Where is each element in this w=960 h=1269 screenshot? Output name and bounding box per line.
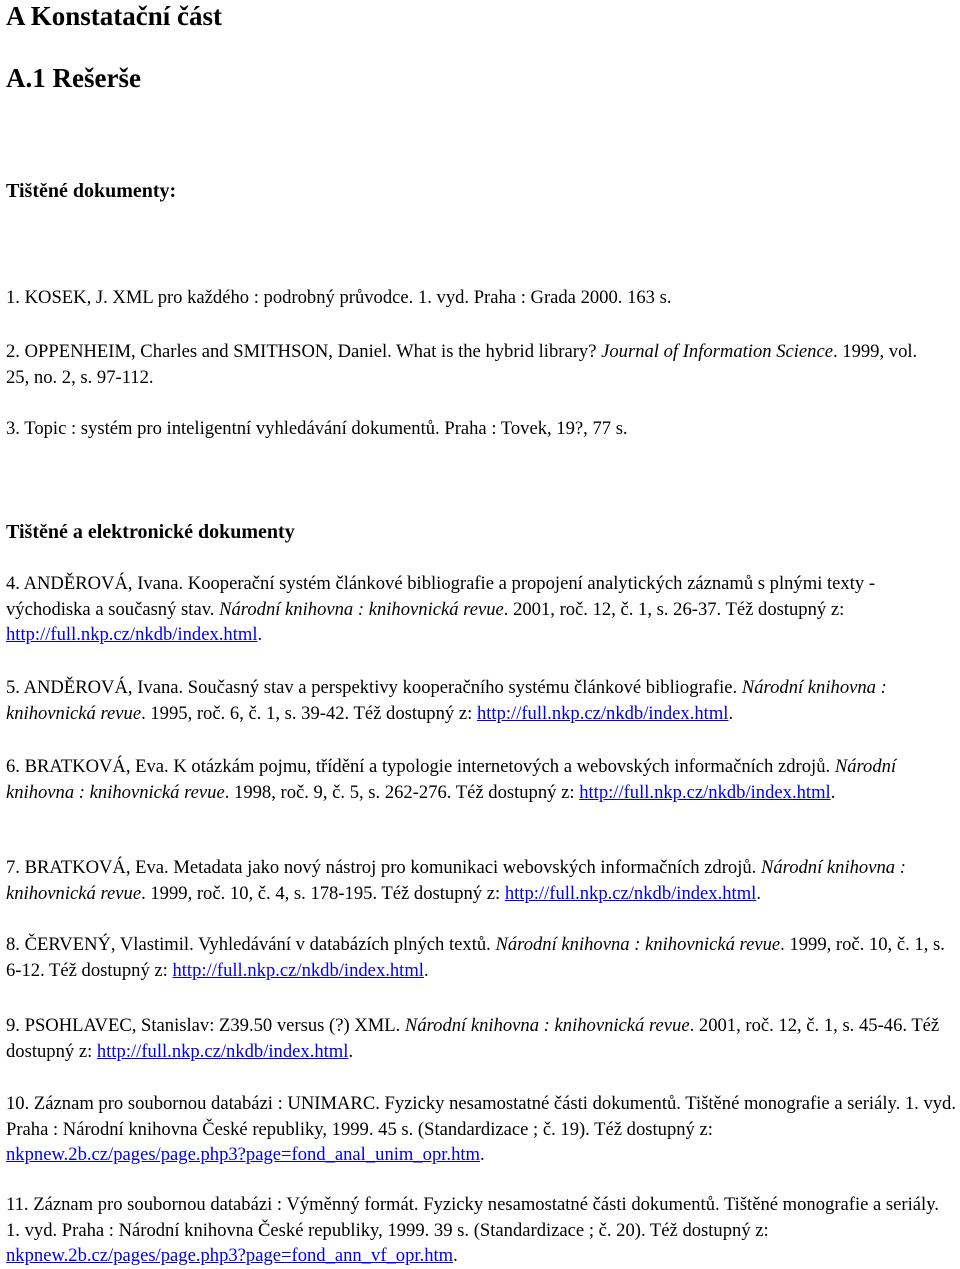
section-heading: A.1 Rešerše <box>6 63 141 93</box>
entry-details: . 1999, roč. 10, č. 1, s. 6-12. Též dostupný z: <box>6 934 945 981</box>
entry-number: 6. <box>6 756 20 777</box>
entry-link[interactable]: http://full.nkp.cz/nkdb/index.html <box>476 702 729 724</box>
entry-text: BRATKOVÁ, Eva. K otázkám pojmu, třídění a typologie internetových a webovských informačních zdrojů. <box>24 756 831 777</box>
subsection-heading-printed-electronic: Tištěné a elektronické dokumenty <box>6 521 295 543</box>
reference-entry-4: 4. ANDĚROVÁ, Ivana. Kooperační systém článkové bibliografie a propojení analytických záznamů s plnými texty - východiska a současný stav. Národní knihovna : knihovnická revue. 2001, roč. 12, č. 1, s. 26-37. Též dostupný z: http://full.nkp.cz/nkdb/index.html. <box>6 573 876 645</box>
entry-number: 3. <box>6 418 20 439</box>
chapter-heading: A Konstatační část <box>6 1 222 31</box>
reference-entry-5: 5. ANDĚROVÁ, Ivana. Současný stav a perspektivy kooperačního systému článkové bibliografie. Národní knihovna : knihovnická revue. 1995, roč. 6, č. 1, s. 39-42. Též dostupný z: http://full.nkp.cz/nkdb/index.html. <box>6 677 887 724</box>
entry-details: . 1998, roč. 9, č. 5, s. 262-276. Též dostupný z: <box>224 781 575 803</box>
entry-number: 5. <box>6 677 20 698</box>
journal-title: Národní knihovna : knihovnická revue <box>6 677 887 724</box>
entry-link[interactable]: http://full.nkp.cz/nkdb/index.html <box>96 1040 349 1062</box>
entry-details: . 1999, vol. 25, no. 2, s. 97-112. <box>6 341 918 388</box>
journal-title: Národní knihovna : knihovnická revue <box>6 756 897 803</box>
reference-entry-6: 6. BRATKOVÁ, Eva. K otázkám pojmu, třídění a typologie internetových a webovských informačních zdrojů. Národní knihovna : knihovnická revue. 1998, roč. 9, č. 5, s. 262-276. Též dostupný z: http://full.nkp.cz/nkdb/index.html. <box>6 756 897 803</box>
journal-title: Národní knihovna : knihovnická revue <box>495 934 781 955</box>
reference-entry-10: 10. Záznam pro soubornou databázi : UNIMARC. Fyzicky nesamostatné části dokumentů. Tištěné monografie a seriály. 1. vyd. Praha : Národní knihovna České republiky, 1999. 45 s. (Standardizace ; č. 19). Též dostupný z: nkpnew.2b.cz/pages/page.php3?page=fond_anal_unim_opr.htm. <box>6 1093 957 1165</box>
entry-text: Záznam pro soubornou databázi : Výměnný formát. Fyzicky nesamostatné části dokumentů. Tištěné monografie a seriály. 1. vyd. Praha : Národní knihovna České republiky, 1999. 39 s. (Standardizace ; č. 20). Též dostupný z: <box>6 1194 939 1241</box>
entry-text: PSOHLAVEC, Stanislav: Z39.50 versus (?) XML. <box>24 1015 401 1036</box>
entry-number: 9. <box>6 1015 20 1036</box>
reference-entry-1 <box>6 285 956 311</box>
entry-link[interactable]: nkpnew.2b.cz/pages/page.php3?page=fond_ann_vf_opr.htm <box>6 1245 454 1266</box>
entry-link[interactable]: http://full.nkp.cz/nkdb/index.html <box>579 781 831 803</box>
entry-number: 10. <box>6 1093 30 1114</box>
reference-entry-9: 9. PSOHLAVEC, Stanislav: Z39.50 versus (?) XML. Národní knihovna : knihovnická revue. 2001, roč. 12, č. 1, s. 45-46. Též dostupný z: http://full.nkp.cz/nkdb/index.html. <box>6 1015 940 1062</box>
reference-entry-3 <box>6 416 956 442</box>
reference-entry-11: 11. Záznam pro soubornou databázi : Výměnný formát. Fyzicky nesamostatné části dokumentů. Tištěné monografie a seriály. 1. vyd. Praha : Národní knihovna České republiky, 1999. 39 s. (Standardizace ; č. 20). Též dostupný z: nkpnew.2b.cz/pages/page.php3?page=fond_ann_vf_opr.htm. <box>6 1194 939 1266</box>
entry-text: BRATKOVÁ, Eva. Metadata jako nový nástroj pro komunikaci webovských informačních zdrojů. <box>24 857 757 878</box>
subsection-heading-printed: Tištěné dokumenty: <box>6 180 177 202</box>
entry-number: 2. <box>6 341 20 362</box>
entry-details: . 2001, roč. 12, č. 1, s. 26-37. Též dostupný z: <box>503 598 845 620</box>
entry-link[interactable]: http://full.nkp.cz/nkdb/index.html <box>172 959 424 981</box>
entry-link[interactable]: http://full.nkp.cz/nkdb/index.html <box>6 624 258 645</box>
entry-text: ANDĚROVÁ, Ivana. Kooperační systém článkové bibliografie a propojení analytických záznamů s plnými texty - východiska a současný stav. <box>6 573 876 620</box>
entry-text: Záznam pro soubornou databázi : UNIMARC. Fyzicky nesamostatné části dokumentů. Tištěné monografie a seriály. 1. vyd. Praha : Národní knihovna České republiky, 1999. 45 s. (Standardizace ; č. 19). Též dostupný z: <box>6 1093 957 1140</box>
reference-entry-8: 8. ČERVENÝ, Vlastimil. Vyhledávání v databázích plných textů. Národní knihovna : knihovnická revue. 1999, roč. 10, č. 1, s. 6-12. Též dostupný z: http://full.nkp.cz/nkdb/index.html. <box>6 934 945 981</box>
entry-number: 8. <box>6 934 20 955</box>
reference-entry-7: 7. BRATKOVÁ, Eva. Metadata jako nový nástroj pro komunikaci webovských informačních zdrojů. Národní knihovna : knihovnická revue. 1999, roč. 10, č. 4, s. 178-195. Též dostupný z: http://full.nkp.cz/nkdb/index.html. <box>6 857 906 904</box>
entry-details: . 1995, roč. 6, č. 1, s. 39-42. Též dostupný z: <box>141 702 473 724</box>
entry-number: 4. <box>6 573 20 594</box>
entry-link[interactable]: nkpnew.2b.cz/pages/page.php3?page=fond_anal_unim_opr.htm <box>6 1144 480 1165</box>
entry-text: ANDĚROVÁ, Ivana. Současný stav a perspektivy kooperačního systému článkové bibliografie. <box>23 677 738 698</box>
reference-entry-2 <box>6 339 936 390</box>
entry-text: KOSEK, J. XML pro každého : podrobný průvodce. 1. vyd. Praha : Grada 2000. 163 s. <box>24 287 672 308</box>
entry-number: 1. <box>6 287 20 308</box>
journal-title: Národní knihovna : knihovnická revue <box>219 598 504 620</box>
journal-title: Journal of Information Science <box>601 341 833 362</box>
journal-title: Národní knihovna : knihovnická revue <box>6 857 906 904</box>
entry-number: 11. <box>6 1194 29 1215</box>
entry-text: OPPENHEIM, Charles and SMITHSON, Daniel. What is the hybrid library? <box>24 341 597 362</box>
entry-text: Topic : systém pro inteligentní vyhledávání dokumentů. Praha : Tovek, 19?, 77 s. <box>24 418 628 439</box>
journal-title: Národní knihovna : knihovnická revue <box>404 1015 690 1036</box>
entry-link[interactable]: http://full.nkp.cz/nkdb/index.html <box>504 882 757 904</box>
entry-details: . 1999, roč. 10, č. 4, s. 178-195. Též dostupný z: <box>141 882 501 904</box>
entry-number: 7. <box>6 857 20 878</box>
entry-details: . 2001, roč. 12, č. 1, s. 45-46. Též dostupný z: <box>6 1015 940 1062</box>
entry-text: ČERVENÝ, Vlastimil. Vyhledávání v databázích plných textů. <box>24 934 491 955</box>
